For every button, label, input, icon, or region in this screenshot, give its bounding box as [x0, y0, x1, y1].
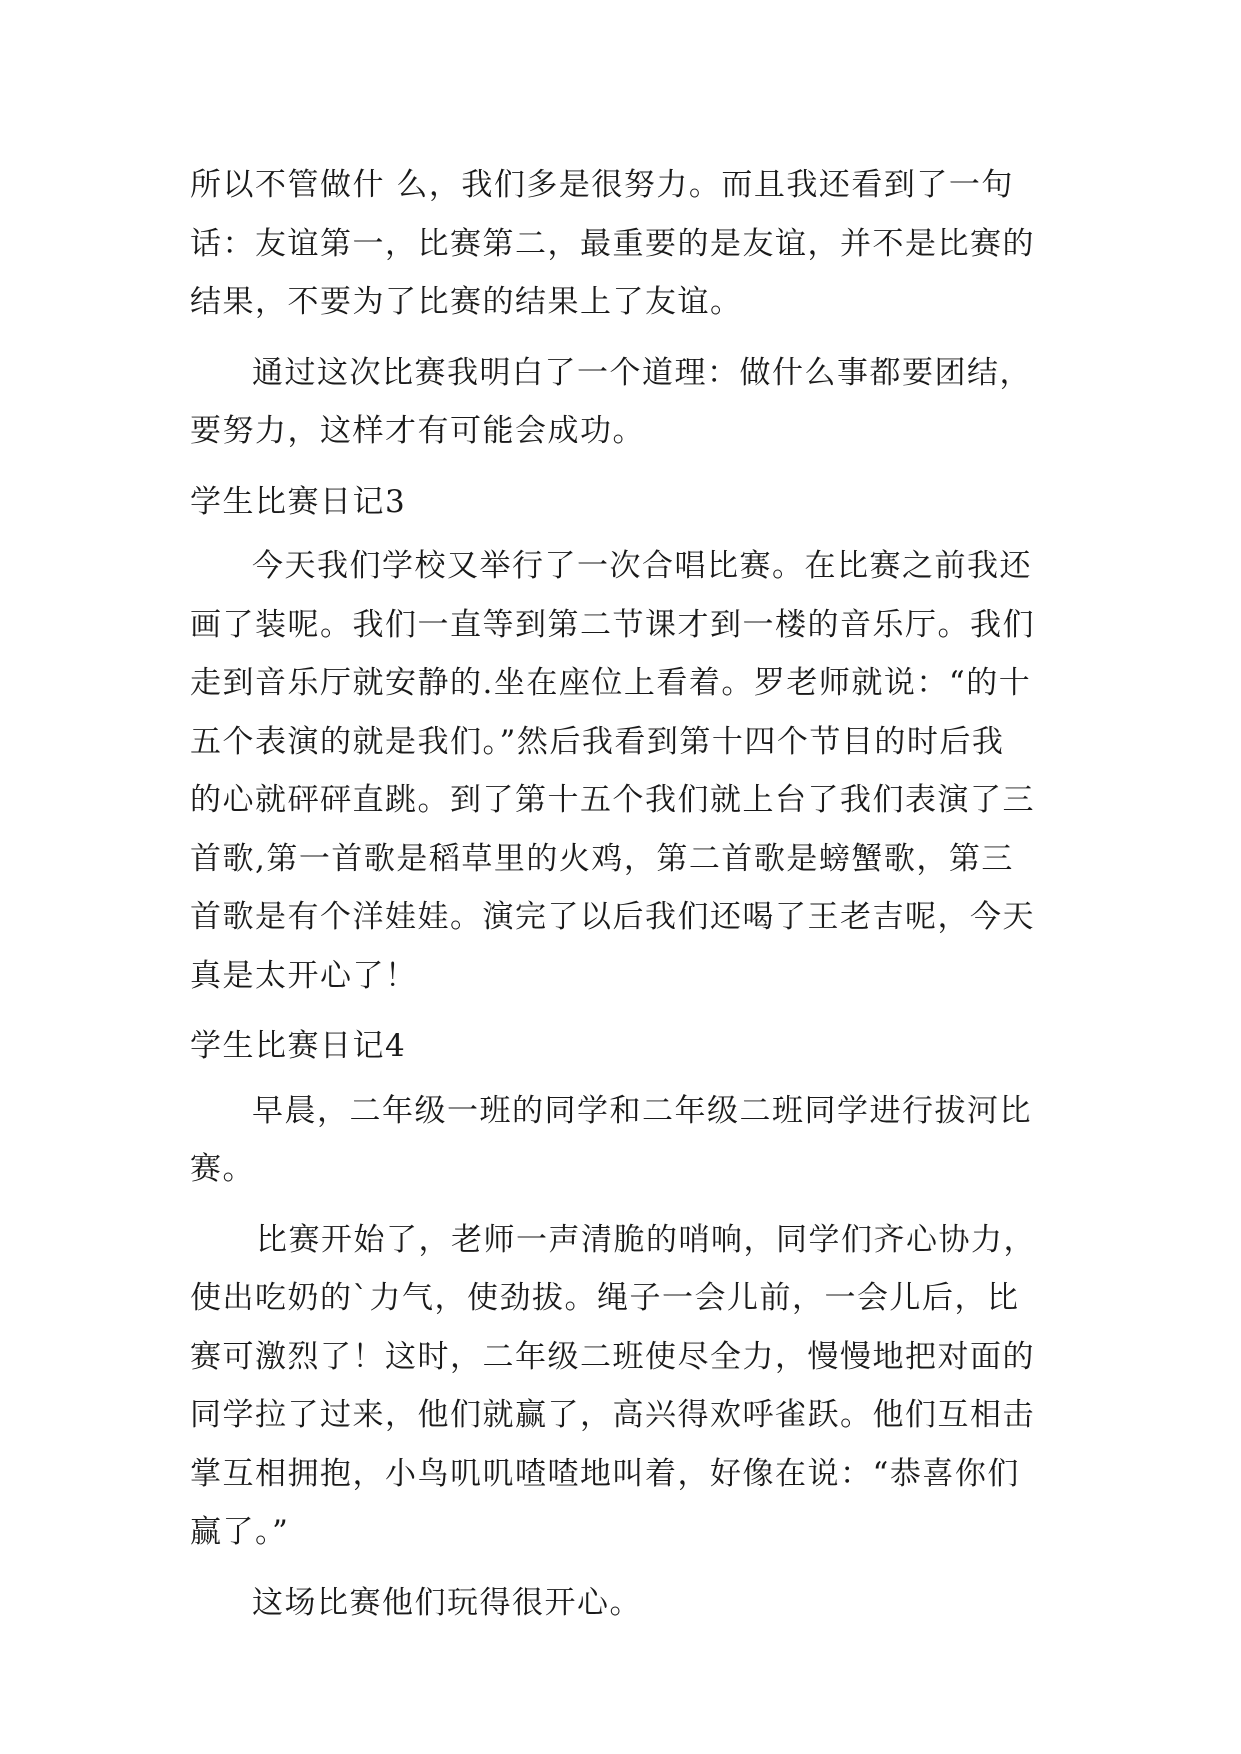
text-line: 早晨，二年级一班的同学和二年级二班同学进行拔河比	[252, 1092, 1032, 1129]
text-line: 所以不管做什 么，我们多是很努力。而且我还看到了一句	[190, 167, 1014, 203]
text-line: 赛。	[190, 1151, 255, 1187]
paragraph-lesson	[190, 344, 1052, 461]
text-line: 掌互相拥抱，小鸟叽叽喳喳地叫着，好像在说：“恭喜你们	[190, 1455, 1020, 1492]
text-line: 赛可激烈了！这时，二年级二班使尽全力，慢慢地把对面的	[190, 1338, 1035, 1375]
paragraph-friendship	[190, 156, 1052, 332]
text-line: 走到音乐厅就安静的.坐在座位上看着。罗老师就说：“的十	[190, 665, 1032, 701]
text-line: 同学拉了过来，他们就赢了，高兴得欢呼雀跃。他们互相击	[190, 1397, 1035, 1433]
document-body	[190, 156, 1052, 1644]
paragraph-tug-of-war-match	[190, 1211, 1052, 1562]
text-line: 首歌,第一首歌是稻草里的火鸡，第二首歌是螃蟹歌，第三	[190, 840, 1014, 877]
text-line: 话：友谊第一，比赛第二，最重要的是友谊，并不是比赛的	[190, 225, 1035, 262]
text-line: 真是太开心了！	[190, 957, 418, 994]
text-line: 使出吃奶的`力气，使劲拔。绳子一会儿前，一会儿后，比	[190, 1280, 1020, 1316]
diary-heading-4: 学生比赛日记4	[190, 1028, 407, 1064]
paragraph-choir	[190, 537, 1052, 1005]
paragraph-conclusion	[190, 1574, 1052, 1633]
text-line: 这场比赛他们玩得很开心。	[252, 1584, 642, 1621]
text-line: 五个表演的就是我们。”然后我看到第十四个节目的时后我	[190, 723, 1005, 760]
paragraph-tug-of-war-intro	[190, 1082, 1052, 1199]
text-line: 赢了。”	[190, 1514, 290, 1550]
text-line: 今天我们学校又举行了一次合唱比赛。在比赛之前我还	[252, 548, 1032, 584]
text-line: 要努力，这样才有可能会成功。	[190, 413, 645, 449]
text-line: 结果，不要为了比赛的结果上了友谊。	[190, 284, 743, 320]
diary-heading-3: 学生比赛日记3	[190, 483, 407, 520]
text-line: 比赛开始了，老师一声清脆的哨响，同学们齐心协力，	[256, 1221, 1036, 1258]
text-line: 通过这次比赛我明白了一个道理：做什么事都要团结，	[252, 354, 1032, 391]
text-line: 画了装呢。我们一直等到第二节课才到一楼的音乐厅。我们	[190, 606, 1035, 643]
text-line: 首歌是有个洋娃娃。演完了以后我们还喝了王老吉呢，今天	[190, 899, 1035, 935]
text-line: 的心就砰砰直跳。到了第十五个我们就上台了我们表演了三	[190, 782, 1035, 818]
